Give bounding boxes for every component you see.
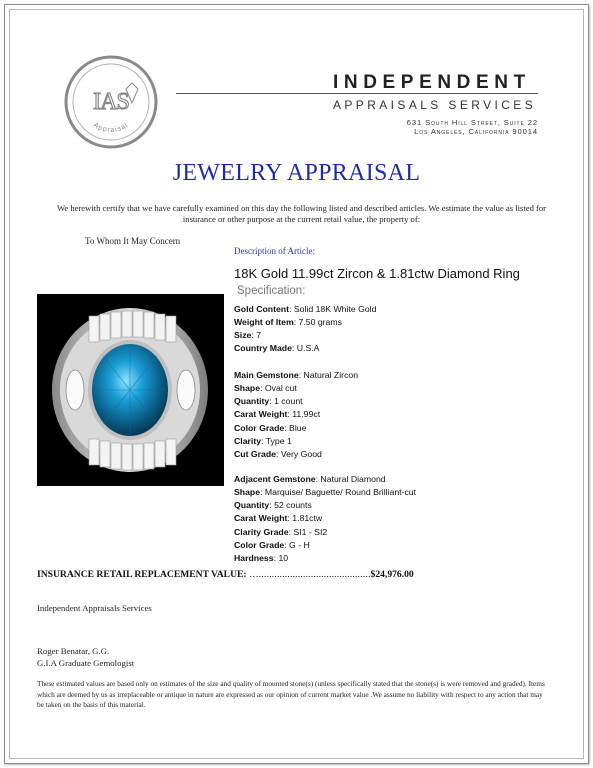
certification-text: We herewith certify that we have carefully examined on this day the following listed and described articles. We estimate the value as listed for insurance or other purpose at the current retail value, the property of: <box>56 203 547 224</box>
company-name: INDEPENDENT <box>333 72 531 93</box>
specification-label: Specification: <box>237 285 306 297</box>
spec-row: Main Gemstone: Natural Zircon <box>234 370 359 380</box>
spec-row: Shape: Oval cut <box>234 383 297 394</box>
adjacent-gemstone-specs <box>234 473 416 565</box>
spec-row: Carat Weight: 11.99ct <box>234 409 321 420</box>
company-subtitle: APPRAISALS SERVICES <box>333 98 537 112</box>
spec-row: Quantity: 1 count <box>234 396 303 407</box>
spec-row: Size: 7 <box>234 330 262 341</box>
spec-row: Weight of Item: 7.50 grams <box>234 317 342 328</box>
logo-letters: IAS <box>93 89 129 115</box>
address-line-1: 631 South Hill Street, Suite 22 <box>406 118 538 127</box>
item-title: 18K Gold 11.99ct Zircon & 1.81ctw Diamond Ring <box>234 266 520 281</box>
metal-specs <box>234 303 376 356</box>
disclaimer: These estimated values are based only on estimates of the size and quality of mounted stone(s) (unless specifically stated that the stone(s) is were removed and graded). Items which are deemed by us as irreplaceable or antique in nature are expressed as our opinion of current market value .We assume no liability with respect to any action that may be taken on the basis of this material. <box>37 679 545 709</box>
footer-company: Independent Appraisals Services <box>37 603 152 613</box>
description-label: Description of Article: <box>234 246 315 256</box>
spec-row: Country Made: U.S.A <box>234 343 320 354</box>
value-dots: …........................................... <box>249 569 371 580</box>
spec-row: Clarity: Type 1 <box>234 435 292 446</box>
svg-text:Appraisal <box>92 122 130 134</box>
spec-row: Quantity: 52 counts <box>234 500 312 511</box>
spec-row: Color Grade: G - H <box>234 539 310 550</box>
signature-block <box>37 645 134 669</box>
ias-logo <box>64 55 158 149</box>
main-gemstone-specs <box>234 369 358 461</box>
signer-name: Roger Benatar, G.G. <box>37 646 110 656</box>
ring-photo <box>37 294 224 486</box>
header-divider <box>176 93 538 94</box>
document-title: JEWELRY APPRAISAL <box>172 160 421 186</box>
address-line-2: Los Angeles, California 90014 <box>414 127 538 136</box>
signer-title: G.I.A Graduate Gemologist <box>37 658 135 668</box>
spec-row: Adjacent Gemstone: Natural Diamond <box>234 474 386 484</box>
spec-row: Hardness: 10 <box>234 552 289 563</box>
spec-row: Shape: Marquise/ Baguette/ Round Brilliant-cut <box>234 487 417 498</box>
value-amount: $24,976.00 <box>370 569 414 580</box>
spec-row: Cut Grade: Very Good <box>234 448 322 459</box>
spec-row: Carat Weight: 1.81ctw <box>234 513 323 524</box>
value-label: INSURANCE RETAIL REPLACEMENT VALUE: <box>37 569 247 580</box>
spec-row: Color Grade: Blue <box>234 422 307 433</box>
replacement-value <box>37 569 414 580</box>
spec-row: Gold Content: Solid 18K White Gold <box>234 304 377 314</box>
recipient: To Whom It May Concern <box>85 236 181 246</box>
logo-ring-text: Appraisal <box>91 121 131 135</box>
spec-row: Clarity Grade: SI1 - SI2 <box>234 526 328 537</box>
